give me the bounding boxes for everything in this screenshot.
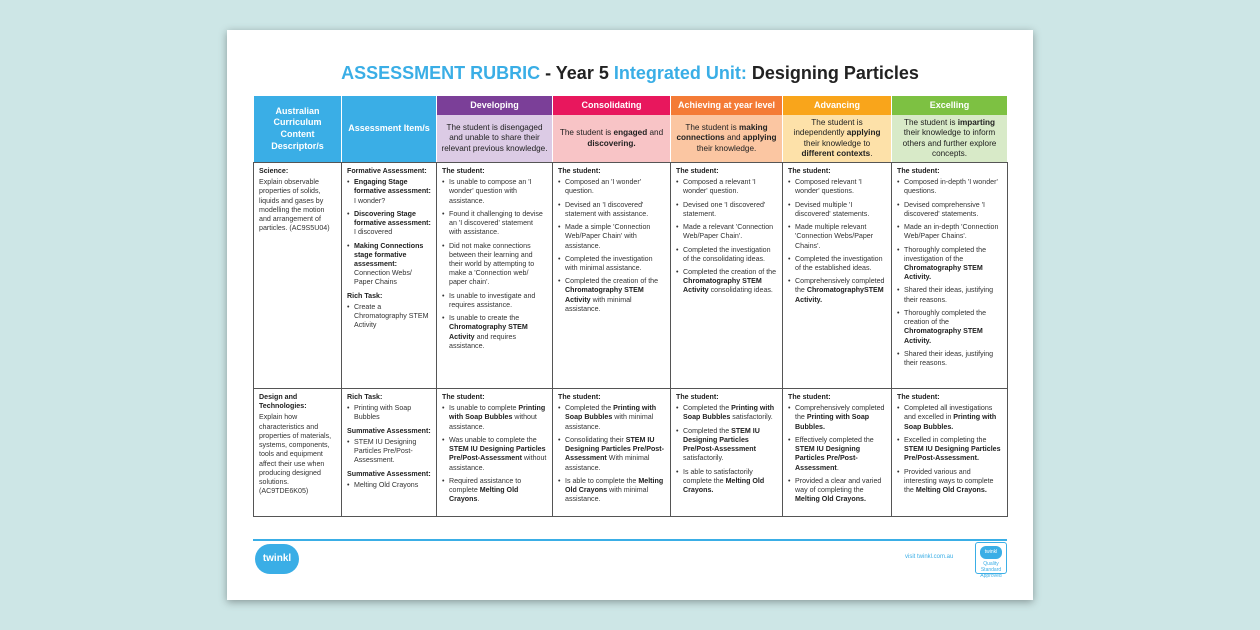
level-cell bbox=[783, 163, 892, 389]
list-item bbox=[442, 404, 547, 432]
list-item bbox=[558, 223, 665, 251]
quality-badge bbox=[975, 542, 1007, 579]
level-header-consolidating bbox=[553, 96, 671, 163]
list-item bbox=[558, 201, 665, 219]
list-item bbox=[897, 309, 1002, 346]
level-name: Advancing bbox=[783, 96, 891, 115]
bold-text: STEM IU Designing Particles Pre/Post-Assessment bbox=[795, 445, 861, 472]
level-name: Consolidating bbox=[553, 96, 670, 115]
bold-text: STEM IU Designing Particles Pre/Post-Assessment bbox=[565, 435, 664, 463]
list-item bbox=[347, 242, 431, 288]
bold-text: Chromatography STEM Activity bbox=[565, 286, 644, 304]
bullet-list bbox=[347, 481, 431, 490]
list-item bbox=[897, 201, 1002, 219]
cell-heading: Summative Assessment: bbox=[347, 426, 431, 435]
bold-text: applying bbox=[846, 128, 881, 138]
text: With minimal assistance. bbox=[565, 454, 650, 472]
list-item bbox=[788, 477, 886, 505]
level-name: Achieving at year level bbox=[671, 96, 782, 115]
list-item bbox=[676, 268, 777, 296]
twinkl-logo: twinkl bbox=[255, 544, 299, 574]
bold-text: ChromatographySTEM Activity. bbox=[795, 286, 884, 304]
text: The student is independently bbox=[793, 118, 863, 138]
descriptor-cell bbox=[254, 163, 342, 389]
bullet-list bbox=[347, 438, 431, 466]
bold-text: different contexts bbox=[801, 148, 871, 158]
text: their knowledge to inform others and further explore concepts. bbox=[902, 128, 997, 158]
text: Completed the investigation of the established ideas. bbox=[795, 254, 883, 272]
text: Composed relevant 'I wonder' questions. bbox=[795, 178, 862, 196]
cell-heading: The student: bbox=[558, 167, 601, 175]
text: Composed an 'I wonder' question. bbox=[565, 178, 642, 196]
text: Provided various and interesting ways to complete the bbox=[904, 467, 994, 494]
visit-link[interactable]: visit twinkl.com.au bbox=[905, 554, 954, 560]
text: Is unable to investigate and requires assistance. bbox=[449, 291, 536, 309]
list-item bbox=[347, 210, 431, 238]
cell-heading: The student: bbox=[558, 393, 601, 401]
text: Comprehensively completed the bbox=[795, 404, 885, 422]
bold-text: applying bbox=[742, 133, 777, 143]
text: Shared their ideas, justifying their reasons. bbox=[904, 349, 994, 367]
list-item bbox=[897, 468, 1002, 496]
text: Completed the bbox=[565, 404, 614, 413]
text: . bbox=[870, 148, 873, 158]
bullet-list bbox=[676, 178, 777, 295]
text: without assistance. bbox=[449, 454, 547, 472]
level-cell bbox=[553, 163, 671, 389]
list-item bbox=[558, 255, 665, 273]
bold-text: Melting Old Crayons bbox=[449, 485, 519, 504]
list-item bbox=[788, 201, 886, 219]
bullet-list bbox=[897, 404, 1002, 495]
bold-text: Discovering Stage formative assessment: bbox=[354, 209, 431, 228]
level-cell bbox=[671, 163, 783, 389]
text: Thoroughly completed the creation of the bbox=[904, 308, 987, 327]
title-year: - Year 5 bbox=[540, 63, 614, 83]
bold-text: making connections bbox=[676, 123, 768, 143]
list-item bbox=[676, 178, 777, 196]
cell-heading: The student: bbox=[676, 167, 719, 175]
list-item bbox=[897, 404, 1002, 432]
list-item bbox=[788, 223, 886, 251]
list-item bbox=[788, 178, 886, 196]
level-description bbox=[671, 115, 782, 162]
list-item bbox=[788, 404, 886, 432]
descriptor-text: Explain observable properties of solids, liquids and gases by modelling the motion and arrangement of particles. (AC9S5U04) bbox=[259, 178, 330, 233]
table-row bbox=[254, 163, 1008, 389]
list-item bbox=[347, 438, 431, 466]
bold-text: Melting Old Crayons. bbox=[683, 476, 765, 494]
bullet-list bbox=[558, 404, 665, 504]
list-item bbox=[788, 277, 886, 305]
cell-heading: The student: bbox=[897, 393, 940, 401]
text: Is unable to compose an 'I wonder' question with assistance. bbox=[449, 178, 532, 205]
text: Printing with Soap Bubbles bbox=[354, 404, 412, 422]
text: Found it challenging to devise an 'I discovered' statement with assistance. bbox=[449, 209, 543, 237]
level-cell bbox=[892, 163, 1008, 389]
text: without assistance. bbox=[449, 413, 537, 431]
level-header-advancing bbox=[783, 96, 892, 163]
assessment-items-cell bbox=[342, 389, 437, 517]
bullet-list bbox=[788, 178, 886, 305]
list-item bbox=[676, 468, 777, 496]
bold-text: Chromatography STEM Activity bbox=[683, 277, 762, 295]
level-description bbox=[892, 115, 1007, 162]
level-header-excelling bbox=[892, 96, 1008, 163]
text: The student is bbox=[559, 128, 614, 138]
text: Comprehensively completed the bbox=[795, 277, 885, 295]
bold-text: Chromatography STEM Activity. bbox=[904, 327, 983, 345]
level-description bbox=[783, 115, 891, 162]
text: Did not make connections between their learning and their world by attempting to make a 'Connection web/ paper chain'. bbox=[449, 241, 535, 287]
title-unit-label: Integrated Unit: bbox=[613, 63, 747, 83]
rubric-page bbox=[227, 30, 1033, 600]
text: Was unable to complete the bbox=[449, 435, 537, 444]
bold-text: Printing with Soap Bubbles bbox=[449, 404, 546, 422]
list-item bbox=[558, 436, 665, 473]
text: Shared their ideas, justifying their reasons. bbox=[904, 286, 994, 304]
bold-text: STEM IU Designing Particles Pre/Post-Assessment bbox=[449, 445, 546, 463]
list-item bbox=[442, 477, 547, 505]
cell-heading: The student: bbox=[897, 167, 940, 175]
list-item bbox=[558, 477, 665, 505]
text: satisfactorily. bbox=[730, 413, 773, 422]
list-item bbox=[676, 223, 777, 241]
text: their knowledge. bbox=[696, 143, 757, 153]
table-row bbox=[254, 389, 1008, 517]
text: satisfactorily. bbox=[683, 454, 724, 463]
list-item bbox=[788, 436, 886, 473]
bold-text: Printing with Soap Bubbles. bbox=[795, 413, 870, 431]
text: with minimal assistance. bbox=[565, 295, 632, 313]
text: with minimal assistance. bbox=[565, 485, 649, 504]
text: Made a simple 'Connection Web/Paper Chain' with assistance. bbox=[565, 223, 651, 250]
text: Thoroughly completed the investigation of the bbox=[904, 245, 987, 263]
cell-heading: Rich Task: bbox=[347, 393, 383, 401]
list-item bbox=[347, 303, 431, 331]
text: and bbox=[647, 128, 664, 138]
level-header-developing bbox=[437, 96, 553, 163]
list-item bbox=[676, 246, 777, 264]
text: Made a relevant 'Connection Web/Paper Chain'. bbox=[683, 223, 774, 241]
level-cell bbox=[671, 389, 783, 517]
bold-text: Melting Old Crayons. bbox=[795, 495, 866, 504]
list-item bbox=[347, 404, 431, 422]
level-header-achieving-at-year-level bbox=[671, 96, 783, 163]
text: and requires assistance. bbox=[449, 332, 517, 350]
text: Is unable to complete bbox=[449, 404, 519, 413]
text: Made multiple relevant 'Connection Webs/Paper Chains'. bbox=[795, 223, 874, 250]
footer-divider bbox=[253, 539, 1007, 541]
text: Effectively completed the bbox=[795, 435, 874, 444]
bold-text: Engaging Stage formative assessment: bbox=[354, 178, 431, 196]
cell-heading: The student: bbox=[676, 393, 719, 401]
bold-text: Printing with Soap Bubbles. bbox=[904, 413, 997, 431]
text: and bbox=[724, 133, 743, 143]
text: Excelled in completing the bbox=[904, 435, 987, 444]
list-item bbox=[558, 178, 665, 196]
text: The student is bbox=[903, 118, 958, 127]
text: Melting Old Crayons bbox=[354, 480, 419, 489]
page-title bbox=[227, 63, 1033, 84]
list-item bbox=[788, 255, 886, 273]
bold-text: STEM IU Designing Particles Pre/Post-Assessment bbox=[683, 426, 760, 454]
bullet-list bbox=[897, 178, 1002, 368]
text: Devised one 'I discovered' statement. bbox=[683, 200, 766, 218]
text: Devised comprehensive 'I discovered' statements. bbox=[904, 200, 985, 218]
text: consolidating ideas. bbox=[708, 286, 773, 295]
text: Is able to satisfactorily complete the bbox=[683, 467, 753, 485]
descriptor-cell bbox=[254, 389, 342, 517]
list-item bbox=[442, 210, 547, 238]
list-item bbox=[897, 436, 1002, 464]
text: Made an in-depth 'Connection Web/Paper Chains'. bbox=[904, 223, 999, 241]
list-item bbox=[442, 178, 547, 206]
text: Composed in-depth 'I wonder' questions. bbox=[904, 178, 998, 196]
list-item bbox=[897, 178, 1002, 196]
text: Composed a relevant 'I wonder' question. bbox=[683, 178, 756, 196]
bullet-list bbox=[347, 303, 431, 331]
bullet-list bbox=[788, 404, 886, 504]
bold-text: Melting Old Crayons bbox=[565, 476, 664, 494]
bold-text: Chromatography STEM Activity. bbox=[904, 263, 983, 282]
cell-heading: The student: bbox=[442, 167, 485, 175]
list-item bbox=[897, 246, 1002, 283]
list-item bbox=[442, 436, 547, 473]
list-item bbox=[676, 201, 777, 219]
bullet-list bbox=[442, 178, 547, 351]
cell-heading: Science: bbox=[259, 167, 289, 175]
level-description bbox=[437, 115, 552, 162]
text: Required assistance to complete bbox=[449, 476, 522, 494]
text: Completed the investigation with minimal assistance. bbox=[565, 254, 653, 272]
level-cell bbox=[892, 389, 1008, 517]
text: I wonder? bbox=[354, 196, 386, 205]
cell-heading: The student: bbox=[788, 167, 831, 175]
cell-heading: Design and Technologies: bbox=[259, 393, 307, 411]
level-cell bbox=[783, 389, 892, 517]
text: Devised multiple 'I discovered' statements. bbox=[795, 200, 870, 218]
list-item bbox=[442, 314, 547, 351]
header-assessment-items: Assessment Item/s bbox=[342, 96, 437, 163]
text: Provided a clear and varied way of completing the bbox=[795, 476, 882, 494]
level-cell bbox=[437, 389, 553, 517]
list-item bbox=[558, 277, 665, 314]
level-name: Developing bbox=[437, 96, 552, 115]
level-description bbox=[553, 115, 670, 162]
bold-text: STEM IU Designing Particles Pre/Post-Assessment. bbox=[904, 445, 1001, 463]
text: Is unable to create the bbox=[449, 314, 520, 323]
bullet-list bbox=[558, 178, 665, 314]
bullet-list bbox=[442, 404, 547, 504]
cell-heading: Rich Task: bbox=[347, 291, 383, 300]
text: The student is bbox=[685, 123, 740, 133]
list-item bbox=[676, 427, 777, 464]
bold-text: Chromatography STEM Activity bbox=[449, 323, 528, 341]
text: Create a Chromatography STEM Activity bbox=[354, 302, 429, 330]
text: The student is disengaged and unable to share their relevant previous knowledge. bbox=[441, 123, 548, 153]
title-rubric: ASSESSMENT RUBRIC bbox=[341, 63, 541, 83]
text: . bbox=[477, 495, 480, 504]
text: Completed the creation of the bbox=[565, 277, 659, 286]
text: Completed the creation of the bbox=[683, 267, 777, 276]
cell-heading: The student: bbox=[442, 393, 485, 401]
header-descriptor: Australian Curriculum Content Descriptor/s bbox=[254, 96, 342, 163]
title-unit-name: Designing Particles bbox=[746, 63, 919, 83]
text: I discovered bbox=[354, 228, 393, 237]
descriptor-text: Explain how characteristics and properties of materials, systems, components, tools and equipment affect their use when producing designed solutions. (AC9TDE6K05) bbox=[259, 413, 332, 496]
bullet-list bbox=[347, 404, 431, 422]
bullet-list bbox=[347, 178, 431, 287]
level-cell bbox=[437, 163, 553, 389]
text: Consolidating their bbox=[565, 435, 626, 444]
badge-text: Quality Standard Approved bbox=[980, 561, 1002, 579]
text: Devised an 'I discovered' statement with assistance. bbox=[565, 200, 649, 218]
list-item bbox=[442, 292, 547, 310]
list-item bbox=[676, 404, 777, 422]
cell-heading: The student: bbox=[788, 393, 831, 401]
text: Is able to complete the bbox=[565, 476, 639, 485]
text: Connection Webs/ Paper Chains bbox=[354, 269, 412, 287]
bold-text: Melting Old Crayons. bbox=[915, 485, 987, 494]
text: Completed the bbox=[683, 404, 732, 413]
rubric-table bbox=[253, 95, 1008, 517]
list-item bbox=[347, 178, 431, 206]
list-item bbox=[897, 350, 1002, 368]
level-cell bbox=[553, 389, 671, 517]
cell-heading: Summative Assessment: bbox=[347, 469, 431, 478]
badge-logo: twinkl bbox=[980, 546, 1002, 559]
text: Completed the investigation of the consolidating ideas. bbox=[683, 245, 771, 263]
list-item bbox=[442, 242, 547, 288]
text: STEM IU Designing Particles Pre/Post-Assessment. bbox=[354, 437, 417, 465]
bold-text: Printing with Soap Bubbles bbox=[565, 404, 657, 422]
bold-text: Making Connections stage formative assessment: bbox=[354, 241, 424, 268]
list-item bbox=[558, 404, 665, 432]
bold-text: Printing with Soap Bubbles bbox=[683, 404, 775, 422]
text: Completed the bbox=[683, 426, 732, 435]
bold-text: engaged bbox=[613, 128, 648, 138]
text: . bbox=[836, 463, 839, 472]
text: with minimal assistance. bbox=[565, 413, 654, 431]
text: Completed all investigations and excelled in bbox=[904, 404, 993, 422]
assessment-items-cell bbox=[342, 163, 437, 389]
level-name: Excelling bbox=[892, 96, 1007, 115]
list-item bbox=[897, 223, 1002, 241]
list-item bbox=[347, 481, 431, 490]
text: their knowledge to bbox=[803, 138, 871, 148]
bullet-list bbox=[676, 404, 777, 495]
cell-heading: Formative Assessment: bbox=[347, 167, 427, 175]
list-item bbox=[897, 286, 1002, 304]
bold-text: imparting bbox=[957, 118, 995, 127]
bold-text: discovering. bbox=[587, 138, 636, 148]
